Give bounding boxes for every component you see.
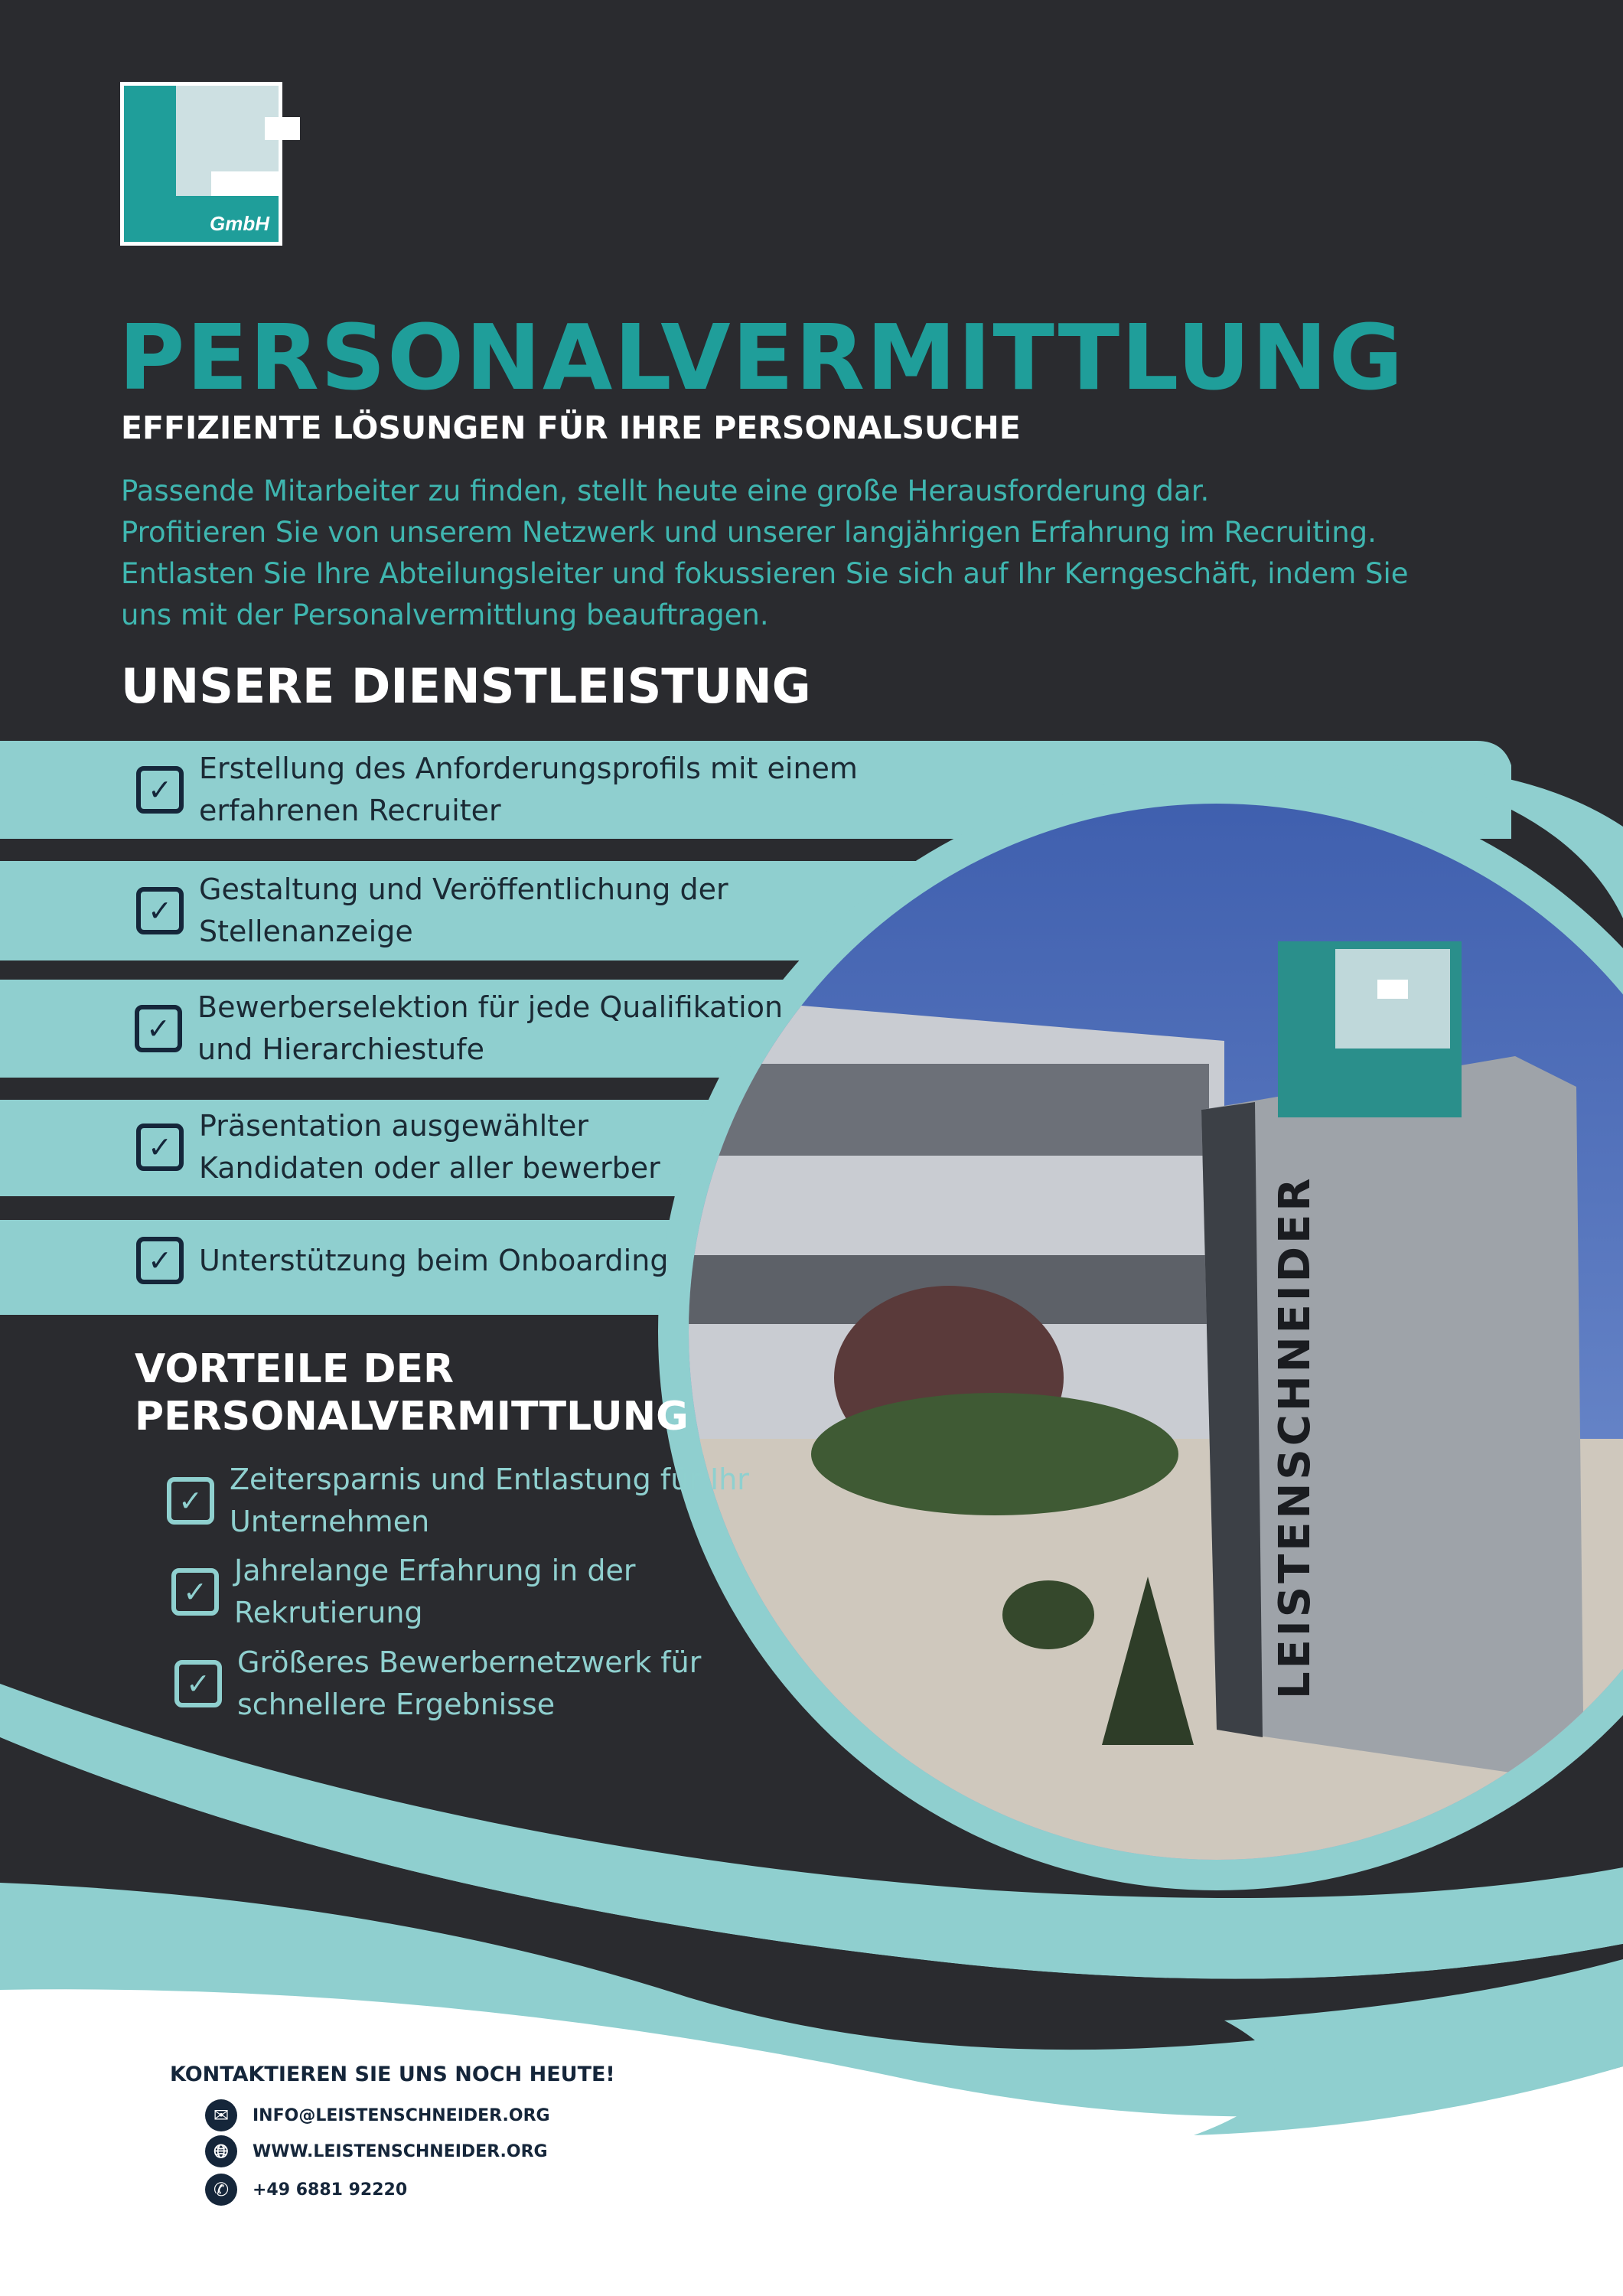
benefit-item <box>174 1642 701 1726</box>
envelope-icon: ✉ <box>205 2099 237 2131</box>
benefit-item <box>167 1459 749 1543</box>
intro-text <box>121 471 1529 636</box>
checkbox-icon: ✓ <box>174 1660 222 1707</box>
phone-text[interactable]: +49 6881 92220 <box>253 2180 408 2200</box>
service-text: Stellenanzeige <box>199 915 413 948</box>
logo-text: GmbH <box>210 212 269 235</box>
checkbox-icon: ✓ <box>171 1568 219 1616</box>
contact-email[interactable] <box>205 2099 550 2131</box>
company-logo <box>120 82 282 246</box>
intro-line: Profitieren Sie von unserem Netzwerk und unserer langjährigen Erfahrung im Recruiting. <box>121 516 1377 549</box>
benefit-text: Rekrutierung <box>234 1596 423 1629</box>
benefit-text: Größeres Bewerbernetzwerk für <box>237 1645 702 1679</box>
contact-heading: KONTAKTIEREN SIE UNS NOCH HEUTE! <box>170 2063 615 2086</box>
service-item <box>136 748 858 832</box>
service-text: Erstellung des Anforderungsprofils mit einem <box>199 752 858 785</box>
service-text: und Hierarchiestufe <box>197 1032 485 1066</box>
benefit-text: schnellere Ergebnisse <box>237 1688 556 1721</box>
checkbox-icon: ✓ <box>167 1477 214 1525</box>
service-text: Gestaltung und Veröffentlichung der <box>199 872 728 906</box>
service-text: Unterstützung beim Onboarding <box>199 1243 669 1277</box>
contact-website[interactable] <box>205 2135 548 2167</box>
services-heading: UNSERE DIENSTLEISTUNG <box>121 658 811 714</box>
checkbox-icon: ✓ <box>136 1237 184 1284</box>
benefit-text: Unternehmen <box>230 1505 430 1538</box>
benefit-item <box>171 1550 635 1634</box>
email-text[interactable]: INFO@LEISTENSCHNEIDER.ORG <box>253 2105 550 2125</box>
intro-line: Passende Mitarbeiter zu finden, stellt heute eine große Herausforderung dar. <box>121 475 1210 507</box>
service-item <box>136 869 728 953</box>
checkbox-icon: ✓ <box>136 766 184 814</box>
intro-line: Entlasten Sie Ihre Abteilungsleiter und fokussieren Sie sich auf Ihr Kerngeschäft, indem Sie <box>121 557 1409 590</box>
benefit-text: Jahrelange Erfahrung in der <box>234 1554 636 1587</box>
sign-text: LEISTENSCHNEIDER <box>1270 1175 1320 1699</box>
service-item <box>136 1237 668 1284</box>
service-item <box>135 987 783 1071</box>
website-text[interactable]: WWW.LEISTENSCHNEIDER.ORG <box>253 2141 548 2161</box>
page-title: PERSONALVERMITTLUNG <box>119 305 1405 410</box>
service-item <box>136 1105 660 1189</box>
contact-phone[interactable] <box>205 2174 407 2206</box>
benefits-heading <box>135 1345 689 1440</box>
service-text: erfahrenen Recruiter <box>199 794 501 827</box>
benefits-heading-line: PERSONALVERMITTLUNG <box>135 1394 689 1440</box>
intro-line: uns mit der Personalvermittlung beauftragen. <box>121 598 769 631</box>
checkbox-icon: ✓ <box>135 1005 182 1052</box>
checkbox-icon: ✓ <box>136 887 184 934</box>
globe-icon: 🌐︎ <box>205 2135 237 2167</box>
service-text: Bewerberselektion für jede Qualifikation <box>197 990 784 1024</box>
phone-icon: ✆ <box>205 2174 237 2206</box>
benefit-text: Zeitersparnis und Entlastung für Ihr <box>230 1463 749 1496</box>
checkbox-icon: ✓ <box>136 1124 184 1171</box>
page-subtitle: EFFIZIENTE LÖSUNGEN FÜR IHRE PERSONALSUCHE <box>121 409 1021 446</box>
service-text: Präsentation ausgewählter <box>199 1109 589 1143</box>
benefits-heading-line: VORTEILE DER <box>135 1346 455 1392</box>
service-text: Kandidaten oder aller bewerber <box>199 1151 660 1185</box>
